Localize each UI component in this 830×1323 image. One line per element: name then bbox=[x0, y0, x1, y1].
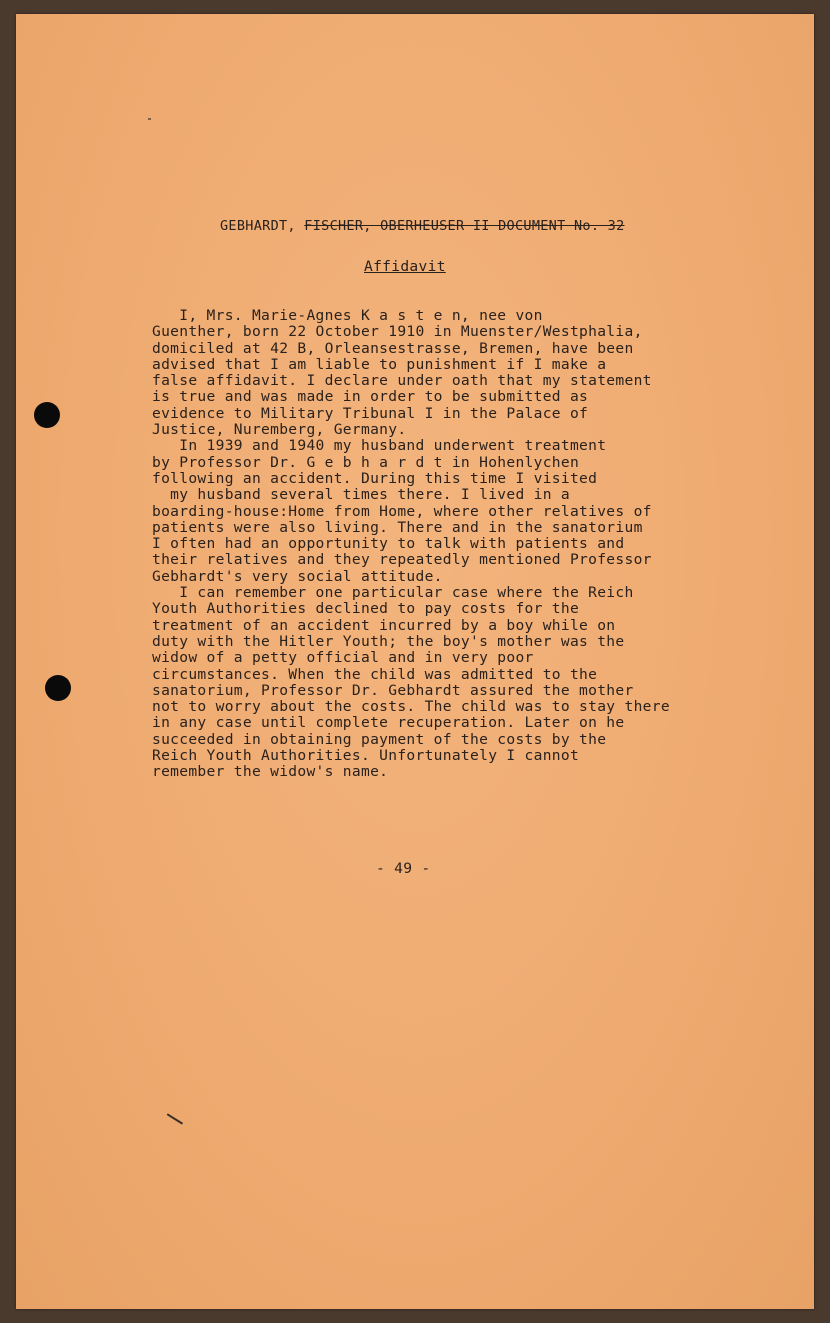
page-number: - 49 - bbox=[376, 860, 431, 877]
body-line: domiciled at 42 B, Orleansestrasse, Bremen, have been bbox=[152, 339, 634, 357]
body-line: treatment of an accident incurred by a boy while on bbox=[152, 616, 616, 634]
body-line: I, Mrs. Marie-Agnes K a s t e n, nee von bbox=[152, 307, 543, 324]
body-line: false affidavit. I declare under oath that my statement bbox=[152, 372, 652, 390]
body-line: Youth Authorities declined to pay costs for the bbox=[152, 600, 580, 618]
body-line: Gebhardt's very social attitude. bbox=[152, 567, 443, 585]
body-line: In 1939 and 1940 my husband underwent treatment bbox=[152, 437, 607, 455]
heading-defendant-first: GEBHARDT, bbox=[220, 218, 305, 234]
stray-dot bbox=[148, 118, 151, 120]
body-line: is true and was made in order to be submitted as bbox=[152, 388, 589, 406]
body-line: widow of a petty official and in very poor bbox=[152, 649, 534, 667]
body-line: boarding-house:Home from Home, where other relatives of bbox=[152, 502, 652, 520]
body-line: Reich Youth Authorities. Unfortunately I cannot bbox=[152, 747, 580, 765]
stray-pen-mark bbox=[167, 1113, 183, 1124]
body-line: circumstances. When the child was admitted to the bbox=[152, 665, 598, 683]
body-line: their relatives and they repeatedly mentioned Professor bbox=[152, 551, 652, 569]
body-line: I often had an opportunity to talk with patients and bbox=[152, 535, 625, 553]
body-line: patients were also living. There and in the sanatorium bbox=[152, 518, 643, 536]
body-line: by Professor Dr. G e b h a r d t in Hohenlychen bbox=[152, 453, 580, 471]
body-line: remember the widow's name. bbox=[152, 763, 389, 781]
body-line: I can remember one particular case where the Reich bbox=[152, 584, 634, 602]
document-page bbox=[16, 14, 814, 1309]
body-line: Guenther, born 22 October 1910 in Muenster/Westphalia, bbox=[152, 323, 643, 341]
body-line: sanatorium, Professor Dr. Gebhardt assured the mother bbox=[152, 681, 634, 699]
document-title: Affidavit bbox=[364, 258, 446, 275]
punch-hole-bottom bbox=[45, 675, 71, 701]
body-line: Justice, Nuremberg, Germany. bbox=[152, 421, 407, 439]
body-line: duty with the Hitler Youth; the boy's mother was the bbox=[152, 632, 625, 650]
affidavit-body bbox=[152, 308, 732, 781]
body-line: my husband several times there. I lived in a bbox=[152, 486, 570, 504]
body-line: succeeded in obtaining payment of the costs by the bbox=[152, 730, 607, 748]
body-line: evidence to Military Tribunal I in the Palace of bbox=[152, 404, 589, 422]
body-line: following an accident. During this time I visited bbox=[152, 469, 598, 487]
body-line: in any case until complete recuperation. Later on he bbox=[152, 714, 625, 732]
body-line: not to worry about the costs. The child was to stay there bbox=[152, 698, 670, 716]
body-line: advised that I am liable to punishment if I make a bbox=[152, 355, 607, 373]
document-heading bbox=[220, 218, 625, 234]
heading-defendants-document: FISCHER, OBERHEUSER II DOCUMENT No. 32 bbox=[304, 218, 625, 234]
punch-hole-top bbox=[34, 402, 60, 428]
